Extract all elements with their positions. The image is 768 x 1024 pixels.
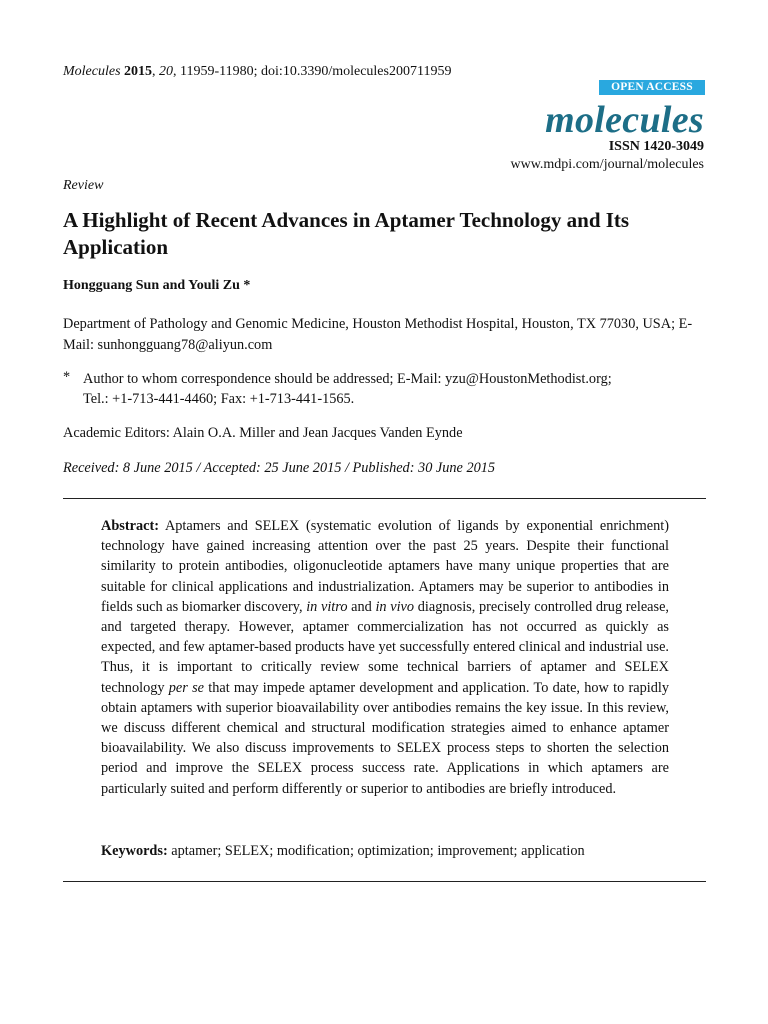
keywords-line bbox=[101, 843, 669, 860]
abstract-text-1: Aptamers and SELEX (systematic evolution of ligands by exponential enrichment) technology have gained increasing attention over the past 25 years. Despite their functional similarity to protein antibodies, oligonucleotide aptamers have many unique properties that are suitable for clinical applications and industrialization. Aptamers may be superior to antibodies in fields such as biomarker discovery, bbox=[101, 518, 669, 615]
issn: ISSN 1420-3049 bbox=[608, 139, 704, 154]
abstract-em-in-vivo: in vivo bbox=[375, 598, 415, 615]
journal-logo: molecules bbox=[545, 99, 704, 141]
authors: Hongguang Sun and Youli Zu * bbox=[63, 278, 251, 293]
open-access-badge: OPEN ACCESS bbox=[599, 80, 705, 95]
keywords-label: Keywords: bbox=[101, 843, 168, 859]
abstract-text-2: and bbox=[347, 598, 376, 615]
citation-journal: Molecules bbox=[63, 64, 121, 79]
correspondence-marker: * bbox=[63, 369, 71, 385]
abstract-label: Abstract: bbox=[101, 518, 159, 534]
top-divider bbox=[63, 498, 706, 499]
abstract-paragraph bbox=[101, 516, 669, 799]
citation-volume: 20 bbox=[159, 64, 174, 79]
correspondence-block bbox=[83, 369, 703, 409]
academic-editors: Academic Editors: Alain O.A. Miller and Jean Jacques Vanden Eynde bbox=[63, 425, 463, 441]
bottom-divider bbox=[63, 881, 706, 882]
article-title: A Highlight of Recent Advances in Aptamer Technology and Its Application bbox=[63, 208, 630, 259]
citation-line: Molecules 2015, 20, 11959-11980; doi:10.3390/molecules200711959 bbox=[63, 64, 452, 79]
abstract-text-4: that may impede aptamer development and application. To date, how to rapidly obtain aptamers with superior bioavailability over antibodies remains the key issue. In this review, we discuss different chemical and structural modification strategies aimed to enhance aptamer bioavailability. We also discuss improvements to SELEX process steps to shorten the selection period and improve the SELEX process success rate. Applications in which aptamers are particularly suited and perform differently or superior to antibodies are briefly introduced. bbox=[101, 679, 669, 797]
publication-dates: Received: 8 June 2015 / Accepted: 25 June 2015 / Published: 30 June 2015 bbox=[63, 460, 496, 476]
correspondence-email-line: Author to whom correspondence should be addressed; E-Mail: yzu@HoustonMethodist.org; bbox=[83, 371, 612, 387]
correspondence-phone-line: Tel.: +1-713-441-4460; Fax: +1-713-441-1565. bbox=[83, 391, 355, 407]
abstract-em-per-se: per se bbox=[168, 679, 204, 696]
journal-url-link[interactable]: www.mdpi.com/journal/molecules bbox=[510, 157, 704, 172]
abstract-text-3: diagnosis, precisely controlled drug release, and targeted therapy. However, aptamer commercialization has not occurred as quickly as expected, and few aptamer-based products have yet successfully entered clinical and industrial use. Thus, it is important to critically review some technical barriers of aptamer and SELEX technology bbox=[101, 598, 670, 696]
citation-pages-doi[interactable]: , 11959-11980; doi:10.3390/molecules200711959 bbox=[173, 64, 452, 79]
affiliation: Department of Pathology and Genomic Medicine, Houston Methodist Hospital, Houston, TX 77030, USA; E-Mail: sunhongguang78@aliyun.com bbox=[63, 316, 693, 353]
abstract-em-in-vitro: in vitro bbox=[306, 598, 348, 615]
article-type: Review bbox=[63, 178, 104, 193]
keywords-text: aptamer; SELEX; modification; optimization; improvement; application bbox=[167, 843, 585, 859]
citation-year: 2015 bbox=[124, 64, 153, 79]
